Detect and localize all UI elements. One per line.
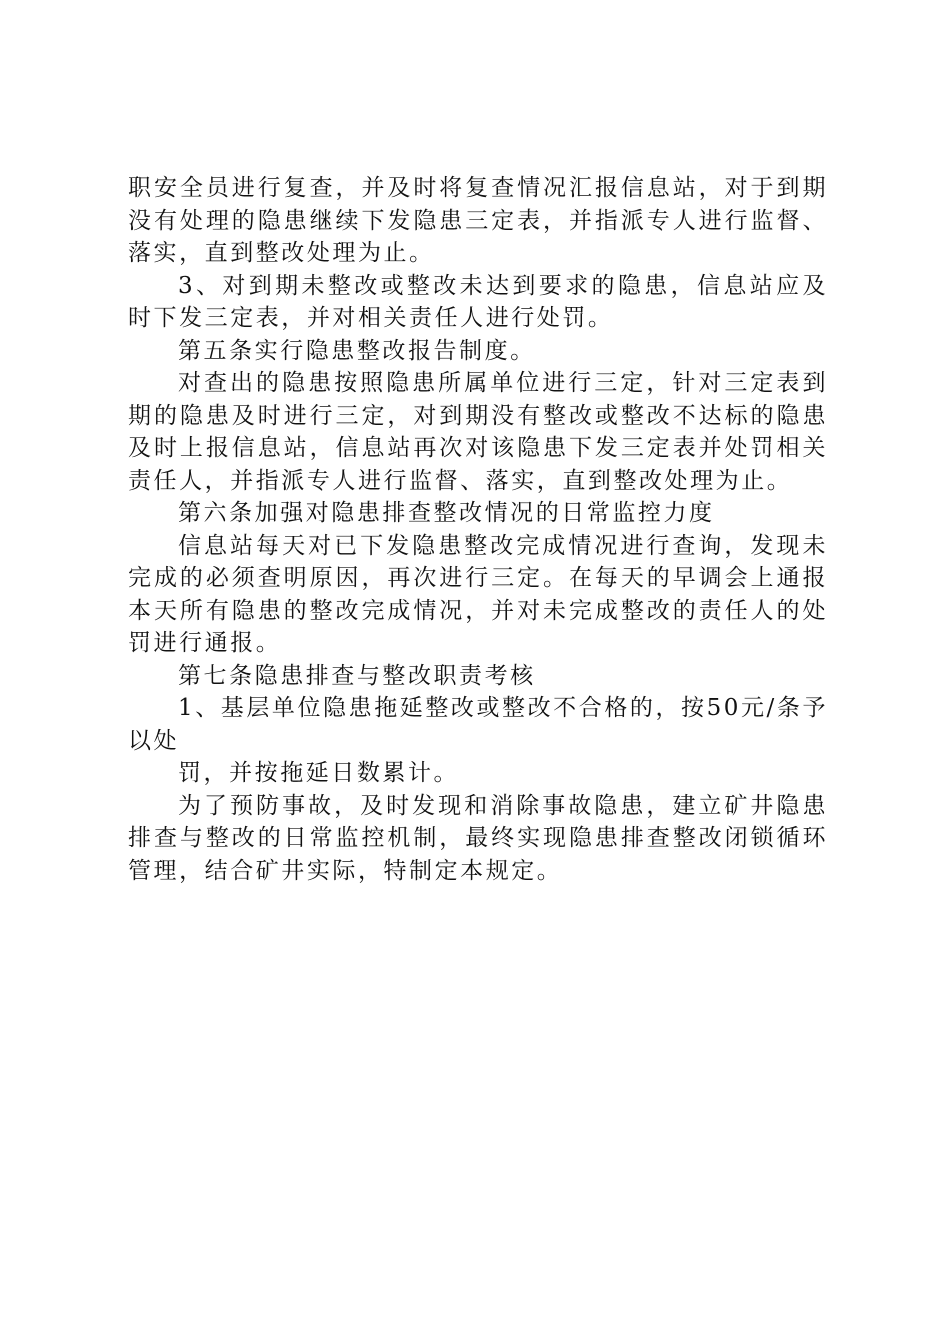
paragraph-10: 为了预防事故，及时发现和消除事故隐患，建立矿井隐患排查与整改的日常监控机制，最终实现隐患排查整改闭锁循环管理，结合矿井实际，特制定本规定。: [128, 792, 828, 884]
article-5-heading: 第五条实行隐患整改报告制度。: [178, 337, 536, 364]
paragraph-8: 1、基层单位隐患拖延整改或整改不合格的，按50元/条予以处: [128, 695, 828, 754]
paragraph-9: 罚，并按拖延日数累计。: [178, 760, 460, 786]
document-body: [128, 172, 828, 887]
article-6-heading: 第六条加强对隐患排查整改情况的日常监控力度: [178, 500, 715, 526]
paragraph-2: 3、对到期未整改或整改未达到要求的隐患，信息站应及时下发三定表，并对相关责任人进行处罚。: [128, 272, 828, 331]
article-7-heading: 第七条隐患排查与整改职责考核: [178, 662, 536, 689]
paragraph-6: 信息站每天对已下发隐患整改完成情况进行查询，发现未完成的必须查明原因，再次进行三定。在每天的早调会上通报本天所有隐患的整改完成情况，并对未完成整改的责任人的处罚进行通报。: [128, 532, 828, 656]
paragraph-1: 职安全员进行复查，并及时将复查情况汇报信息站，对于到期没有处理的隐患继续下发隐患三定表，并指派专人进行监督、落实，直到整改处理为止。: [128, 175, 828, 266]
paragraph-4: 对查出的隐患按照隐患所属单位进行三定，针对三定表到期的隐患及时进行三定，对到期没有整改或整改不达标的隐患及时上报信息站，信息站再次对该隐患下发三定表并处罚相关责任人，并指派专人进行监督、落实，直到整改处理为止。: [128, 370, 828, 494]
